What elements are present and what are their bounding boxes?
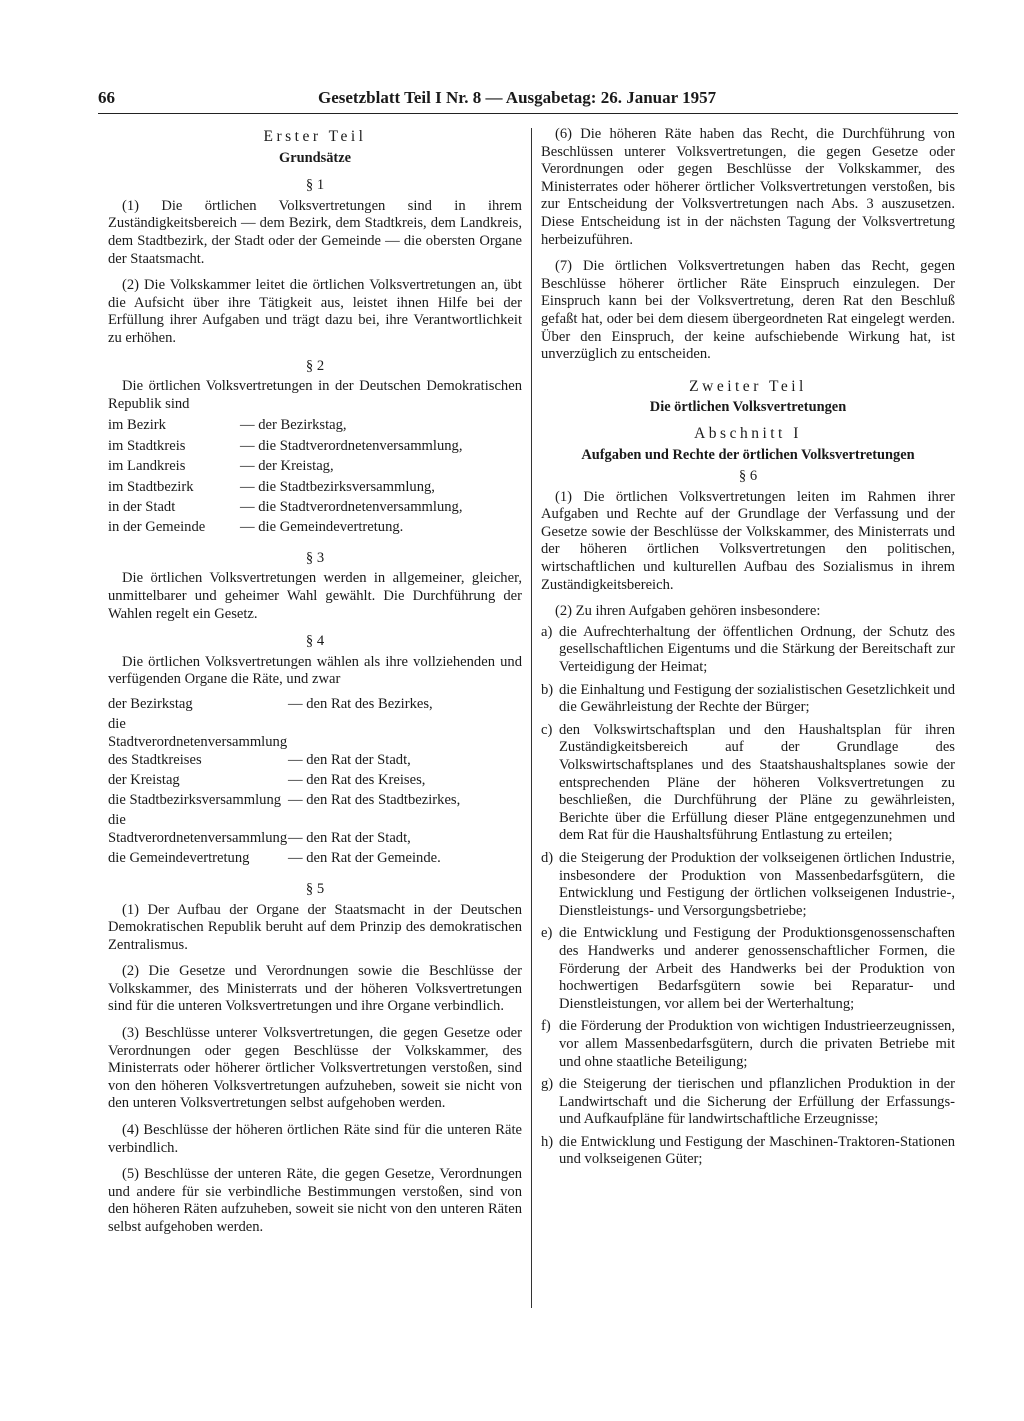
- paragraph: Die örtlichen Volksvertretungen wählen als ihre vollziehenden und verfügenden Organe die Räte, und zwar: [108, 653, 522, 688]
- list-key: die Stadtbezirksversammlung: [108, 791, 282, 808]
- list-key: in der Gemeinde: [108, 519, 206, 536]
- list-value: — die Stadtverordnetenversammlung,: [240, 437, 463, 454]
- section-title: Abschnitt I: [694, 424, 802, 442]
- list-row: [108, 497, 522, 517]
- list-value: — den Rat des Bezirkes,: [288, 695, 433, 712]
- paragraph: (5) Beschlüsse der unteren Räte, die gegen Gesetze, Verordnungen und andere für sie verbindliche Bestimmungen verstoßen, sind von den höheren Räten aufzuheben, soweit sie nicht von den unteren Räten selbst aufgehoben werden.: [108, 1166, 522, 1235]
- list-key: die Gemeindevertretung: [108, 849, 250, 866]
- list-value: — den Rat der Gemeinde.: [288, 849, 441, 866]
- paragraph: (4) Beschlüsse der höheren örtlichen Räte sind für die unteren Räte verbindlich.: [108, 1122, 522, 1156]
- item-text: die Steigerung der Produktion der volkseigenen örtlichen Industrie, insbesondere der Produktion von Massenbedarfsgütern, die Entwicklung und Festigung der örtlichen volkseigenen Industrie-, Dienstleistungs- und Versorgungsbetriebe;: [559, 849, 955, 919]
- paragraph: (3) Beschlüsse unterer Volksvertretungen, die gegen Gesetze oder Verordnungen oder gegen Beschlüsse der Volkskammer, des Ministerrats oder höherer örtlicher Volksvertretungen verstoßen, sind von den höheren Volksvertretungen aufzuheben, soweit sie nicht von den unteren Volksvertretungen selbst aufgehoben werden.: [108, 1025, 522, 1112]
- list-key: in der Stadt: [108, 498, 176, 515]
- list-value: — den Rat der Stadt,: [288, 829, 411, 846]
- paragraph: (6) Die höheren Räte haben das Recht, die Durchführung von Beschlüssen unterer Volksvertretungen, die gegen Gesetze oder Verordnungen oder gegen Beschlüsse der Volkskammer, des Ministerrates oder höherer örtlicher Volksvertretungen verstoßen, bis zur Entscheidung der Volksvertretungen nach Abs. 3 auszusetzen. Diese Entscheidung ist in der nächsten Tagung der Volksvertretung herbeizuführen.: [541, 126, 955, 248]
- paragraph: (2) Die Gesetze und Verordnungen sowie die Beschlüsse der Volkskammer, des Ministerrats und der höheren Volksvertretungen sind für die unteren Volksvertretungen und ihre Organe verbindlich.: [108, 963, 522, 1015]
- item-text: die Steigerung der tierischen und pflanzlichen Produktion in der Landwirtschaft und die Sicherung der Erfüllung der Erfassungs- und Aufkaufpläne für landwirtschaftliche Erzeugnisse;: [559, 1076, 955, 1128]
- list-row: [108, 791, 522, 811]
- list-item: [541, 1076, 955, 1129]
- list-key: im Stadtkreis: [108, 437, 186, 454]
- list-value: — der Kreistag,: [240, 458, 334, 475]
- section-heading: § 4: [305, 633, 325, 650]
- list-item: [541, 1134, 955, 1169]
- paragraph: Die örtlichen Volksvertretungen werden in allgemeiner, gleicher, unmittelbarer und geheimer Wahl gewählt. Die Durchführung der Wahlen regelt ein Gesetz.: [108, 570, 522, 622]
- list-value: — den Rat der Stadt,: [288, 751, 411, 768]
- item-text: die Förderung der Produktion von wichtigen Industrieerzeugnissen, vor allem Massenbedarfsgütern, durch die privaten Betriebe mit und ohne staatliche Beteiligung;: [559, 1018, 955, 1070]
- task-list: [541, 624, 955, 1169]
- list-row: [108, 415, 522, 435]
- item-letter: c): [541, 721, 553, 738]
- section-subtitle: Aufgaben und Rechte der örtlichen Volksvertretungen: [581, 446, 915, 463]
- part-title: Erster Teil: [263, 128, 367, 145]
- list-value: — den Rat des Stadtbezirkes,: [288, 791, 461, 808]
- list-item: [541, 722, 955, 845]
- paragraph: (7) Die örtlichen Volksvertretungen haben das Recht, gegen Beschlüsse höherer örtlicher Räte Einspruch einzulegen. Der Einspruch kann bei der Volksvertretung, deren Rat den Beschluß gefaßt hat, oder bei dem diesem übergeordneten Rat eingelegt werden. Über den Einspruch, der keine aufschiebende Wirkung hat, ist unverzüglich zu entscheiden.: [541, 258, 955, 363]
- list-key: im Landkreis: [108, 458, 186, 475]
- item-text: die Entwicklung und Festigung der Maschinen-Traktoren-Stationen und volkseigenen Güter;: [559, 1133, 955, 1168]
- item-letter: h): [541, 1133, 554, 1150]
- item-text: die Einhaltung und Festigung der sozialistischen Gesetzlichkeit und die Gewährleistung der Rechte der Bürger;: [559, 681, 955, 716]
- item-text: die Entwicklung und Festigung der Produktionsgenossenschaften des Handwerks und anderer genossenschaftlicher Formen, die Förderung der Arbeit des Handwerks bei der Produktion von hochwertigen Bedarfsgütern sowie bei Reparatur- und Dienstleistungen, vor allem bei der Werterhaltung;: [559, 925, 955, 1012]
- item-letter: g): [541, 1076, 554, 1093]
- list-row: [108, 771, 522, 791]
- list-key: im Bezirk: [108, 417, 166, 434]
- list-row: [108, 436, 522, 456]
- list-row: [108, 715, 522, 771]
- section-heading: § 1: [305, 177, 325, 194]
- list-key: die Stadtverordnetenversammlung des Stadtkreises: [108, 715, 288, 768]
- running-title: Gesetzblatt Teil I Nr. 8 — Ausgabetag: 26. Januar 1957: [318, 88, 717, 107]
- list-value: — die Stadtbezirksversammlung,: [240, 478, 435, 495]
- representation-list: [108, 415, 522, 537]
- paragraph: (2) Die Volkskammer leitet die örtlichen Volksvertretungen an, übt die Aufsicht über ihre Tätigkeit aus, leistet ihnen Hilfe bei der Erfüllung ihrer Aufgaben und trägt dazu bei, ihre Verantwortlichkeit zu erhöhen.: [108, 277, 522, 346]
- list-item: [541, 1018, 955, 1071]
- list-key: der Bezirkstag: [108, 695, 193, 712]
- list-value: — der Bezirkstag,: [240, 417, 347, 434]
- page-header: [98, 88, 958, 112]
- list-row: [108, 456, 522, 476]
- paragraph: (1) Der Aufbau der Organe der Staatsmacht in der Deutschen Demokratischen Republik beruht auf dem Prinzip des demokratischen Zentralismus.: [108, 901, 522, 953]
- item-letter: a): [541, 623, 553, 640]
- list-row: [108, 477, 522, 497]
- list-item: [541, 925, 955, 1013]
- item-text: die Aufrechterhaltung der öffentlichen Ordnung, der Schutz des gesellschaftlichen Eigentums und die Stärkung der Bereitschaft zur Verteidigung der Heimat;: [559, 623, 955, 676]
- council-list: [108, 695, 522, 869]
- item-letter: b): [541, 681, 554, 698]
- list-row: [108, 517, 522, 537]
- section-heading: § 2: [305, 357, 325, 374]
- item-letter: d): [541, 849, 554, 866]
- list-row: [108, 811, 522, 849]
- page-number: 66: [98, 88, 115, 107]
- part-title: Zweiter Teil: [689, 377, 807, 395]
- paragraph: Die örtlichen Volksvertretungen in der Deutschen Demokratischen Republik sind: [108, 378, 522, 412]
- header-rule: [98, 113, 958, 114]
- section-heading: § 3: [305, 549, 325, 566]
- part-subtitle: Die örtlichen Volksvertretungen: [649, 399, 847, 416]
- list-item: [541, 624, 955, 677]
- list-row: [108, 695, 522, 715]
- paragraph: (1) Die örtlichen Volksvertretungen leiten im Rahmen ihrer Aufgaben und Rechte auf der Grundlage der Verfassung und der Gesetze sowie der Beschlüsse der Volkskammer, des Ministerrats und der höheren örtlichen Volksvertretungen den politischen, wirtschaftlichen und kulturellen Aufbau des Sozialismus in ihrem Zuständigkeitsbereich.: [541, 488, 955, 593]
- item-text: den Volkswirtschaftsplan und den Haushaltsplan für ihren Zuständigkeitsbereich auf der Grundlage des Volkswirtschaftsplanes und des Staatshaushaltsplanes sowie der entsprechenden Pläne der höheren Volksvertretungen zu beschließen, die Durchführung der Pläne zu gewährleisten, Berichte über die Erfüllung dieser Pläne entgegenzunehmen und dem Rat für die Haushaltsführung Entlastung zu erteilen;: [559, 721, 955, 844]
- paragraph: (2) Zu ihren Aufgaben gehören insbesondere:: [555, 603, 821, 620]
- list-value: — den Rat des Kreises,: [288, 771, 426, 788]
- left-column: [108, 126, 522, 1246]
- paragraph: (1) Die örtlichen Volksvertretungen sind in ihrem Zuständigkeitsbereich — dem Bezirk, dem Stadtkreis, dem Landkreis, dem Stadtbezirk, der Stadt oder der Gemeinde — die obersten Organe der Staatsmacht.: [108, 197, 522, 267]
- section-heading: § 5: [305, 880, 325, 897]
- list-item: [541, 682, 955, 717]
- list-key: der Kreistag: [108, 771, 180, 788]
- list-key: im Stadtbezirk: [108, 478, 194, 495]
- list-value: — die Gemeindevertretung.: [240, 519, 404, 536]
- list-key: die Stadtverordnetenversammlung: [108, 811, 288, 846]
- part-subtitle: Grundsätze: [279, 149, 351, 166]
- right-column: [541, 126, 955, 1174]
- section-heading: § 6: [738, 468, 758, 485]
- list-item: [541, 850, 955, 920]
- list-row: [108, 849, 522, 869]
- list-value: — die Stadtverordnetenversammlung,: [240, 498, 463, 515]
- item-letter: e): [541, 925, 553, 942]
- item-letter: f): [541, 1018, 551, 1035]
- column-divider: [531, 128, 532, 1308]
